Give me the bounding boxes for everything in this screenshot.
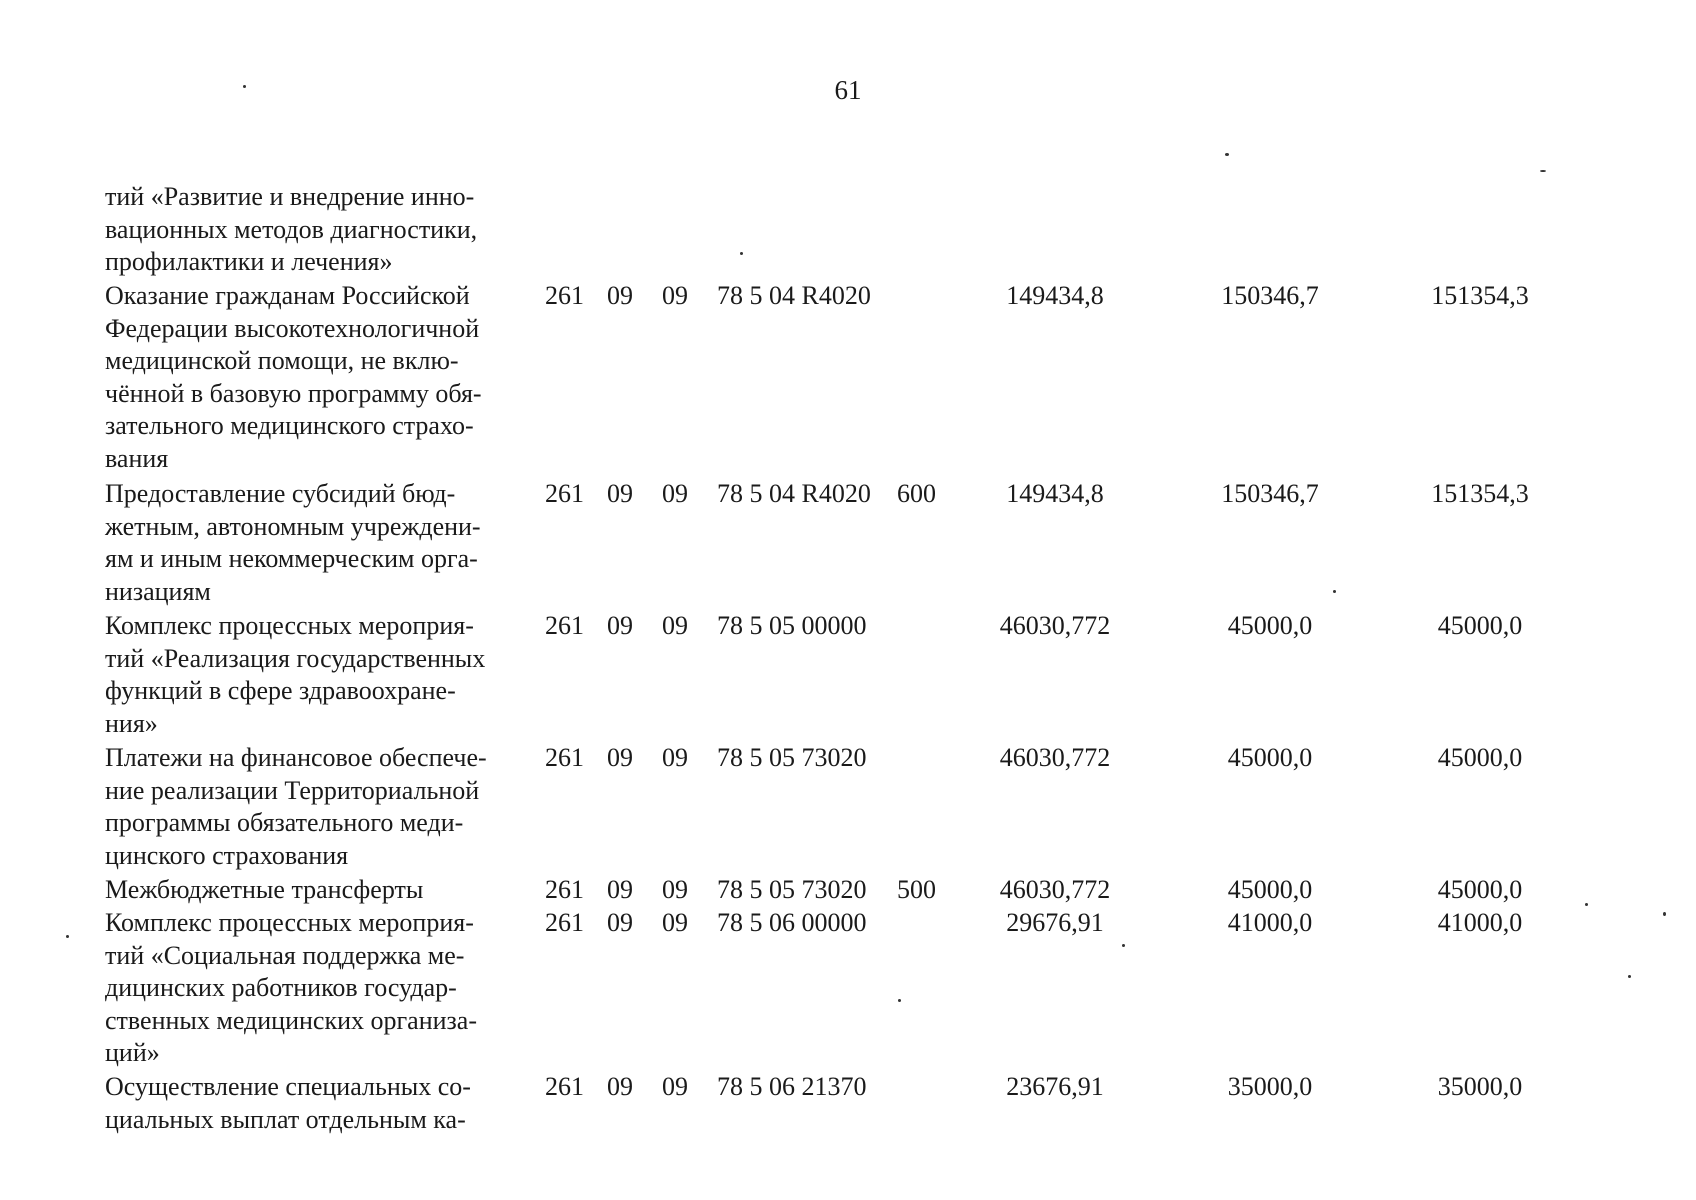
row-description [105, 280, 523, 476]
row-description [105, 874, 523, 907]
scan-speck [1122, 944, 1125, 947]
subsection-cell: 09 [662, 1072, 688, 1101]
target-article-cell: 78 5 04 R4020 [717, 281, 871, 310]
description-line: Федерации высокотехнологичной [105, 313, 480, 343]
section-cell: 09 [607, 1072, 633, 1101]
section-cell: 09 [607, 743, 633, 772]
row-description [105, 478, 523, 608]
target-article-cell: 78 5 05 00000 [717, 611, 867, 640]
amount-year-1-cell: 23676,91 [1006, 1072, 1104, 1101]
description-line: вания [105, 443, 169, 473]
page-number: 61 [834, 75, 862, 105]
subsection-cell: 09 [662, 908, 688, 937]
scan-speck [740, 252, 743, 255]
amount-year-3-cell: 41000,0 [1437, 908, 1523, 937]
amount-year-2-cell: 45000,0 [1227, 743, 1313, 772]
subsection-cell: 09 [662, 479, 688, 508]
subsection-cell: 09 [662, 875, 688, 904]
row-description [105, 181, 523, 279]
scan-speck [1663, 912, 1666, 916]
target-article-cell: 78 5 06 00000 [717, 908, 867, 937]
scan-speck [66, 935, 69, 938]
description-line: Осуществление специальных со- [105, 1072, 471, 1101]
target-article-cell: 78 5 06 21370 [717, 1072, 867, 1101]
subsection-cell: 09 [662, 743, 688, 772]
description-line: жетным, автономным учреждени- [105, 511, 481, 541]
scan-speck [243, 85, 246, 88]
amount-year-2-cell: 150346,7 [1221, 281, 1319, 310]
amount-year-1-cell: 46030,772 [999, 743, 1111, 772]
description-line: тий «Социальная поддержка ме- [105, 940, 465, 970]
description-line: функций в сфере здравоохране- [105, 676, 456, 706]
amount-year-3-cell: 45000,0 [1437, 875, 1523, 904]
kvsr-cell: 261 [545, 479, 584, 508]
scan-speck [1585, 903, 1588, 906]
description-line: Комплекс процессных мероприя- [105, 908, 474, 937]
amount-year-2-cell: 150346,7 [1221, 479, 1319, 508]
expense-type-cell: 600 [897, 479, 936, 508]
scan-speck [1540, 170, 1546, 172]
kvsr-cell: 261 [545, 908, 584, 937]
description-line: ственных медицинских организа- [105, 1005, 477, 1035]
description-line: профилактики и лечения» [105, 247, 393, 277]
section-cell: 09 [607, 908, 633, 937]
amount-year-1-cell: 29676,91 [1006, 908, 1104, 937]
description-line: Предоставление субсидий бюд- [105, 479, 456, 508]
target-article-cell: 78 5 05 73020 [717, 875, 867, 904]
amount-year-1-cell: 149434,8 [1006, 281, 1104, 310]
amount-year-2-cell: 35000,0 [1227, 1072, 1313, 1101]
description-line: тий «Развитие и внедрение инно- [105, 182, 475, 211]
description-line: Межбюджетные трансферты [105, 875, 424, 904]
target-article-cell: 78 5 04 R4020 [717, 479, 871, 508]
description-line: ций» [105, 1038, 160, 1068]
kvsr-cell: 261 [545, 611, 584, 640]
kvsr-cell: 261 [545, 1072, 584, 1101]
expense-type-cell: 500 [897, 875, 936, 904]
section-cell: 09 [607, 479, 633, 508]
section-cell: 09 [607, 281, 633, 310]
description-line: ние реализации Территориальной [105, 775, 480, 805]
row-description [105, 907, 523, 1070]
description-line: чённой в базовую программу обя- [105, 378, 482, 408]
section-cell: 09 [607, 611, 633, 640]
description-line: Оказание гражданам Российской [105, 281, 470, 310]
amount-year-3-cell: 35000,0 [1437, 1072, 1523, 1101]
row-description [105, 742, 523, 872]
amount-year-3-cell: 151354,3 [1431, 281, 1529, 310]
amount-year-2-cell: 41000,0 [1227, 908, 1313, 937]
description-line: зательного медицинского страхо- [105, 411, 474, 441]
description-line: Комплекс процессных мероприя- [105, 611, 474, 640]
amount-year-3-cell: 45000,0 [1437, 743, 1523, 772]
section-cell: 09 [607, 875, 633, 904]
description-line: программы обязательного меди- [105, 808, 464, 838]
description-line: низациям [105, 576, 211, 606]
description-line: ния» [105, 708, 158, 738]
amount-year-2-cell: 45000,0 [1227, 611, 1313, 640]
description-line: тий «Реализация государственных [105, 643, 486, 673]
description-line: цинского страхования [105, 840, 349, 870]
kvsr-cell: 261 [545, 875, 584, 904]
row-description [105, 610, 523, 740]
kvsr-cell: 261 [545, 281, 584, 310]
row-description [105, 1071, 523, 1136]
amount-year-1-cell: 46030,772 [999, 875, 1111, 904]
kvsr-cell: 261 [545, 743, 584, 772]
subsection-cell: 09 [662, 281, 688, 310]
scan-speck [898, 999, 901, 1002]
amount-year-2-cell: 45000,0 [1227, 875, 1313, 904]
description-line: Платежи на финансовое обеспече- [105, 743, 487, 772]
description-line: вационных методов диагностики, [105, 214, 478, 244]
subsection-cell: 09 [662, 611, 688, 640]
description-line: медицинской помощи, не вклю- [105, 346, 459, 376]
scan-speck [1333, 590, 1336, 593]
scan-speck [1225, 153, 1229, 156]
amount-year-3-cell: 151354,3 [1431, 479, 1529, 508]
amount-year-3-cell: 45000,0 [1437, 611, 1523, 640]
description-line: ям и иным некоммерческим орга- [105, 544, 478, 574]
description-line: циальных выплат отдельным ка- [105, 1104, 466, 1134]
target-article-cell: 78 5 05 73020 [717, 743, 867, 772]
scan-speck [1628, 975, 1631, 978]
amount-year-1-cell: 149434,8 [1006, 479, 1104, 508]
amount-year-1-cell: 46030,772 [999, 611, 1111, 640]
description-line: дицинских работников государ- [105, 973, 457, 1003]
